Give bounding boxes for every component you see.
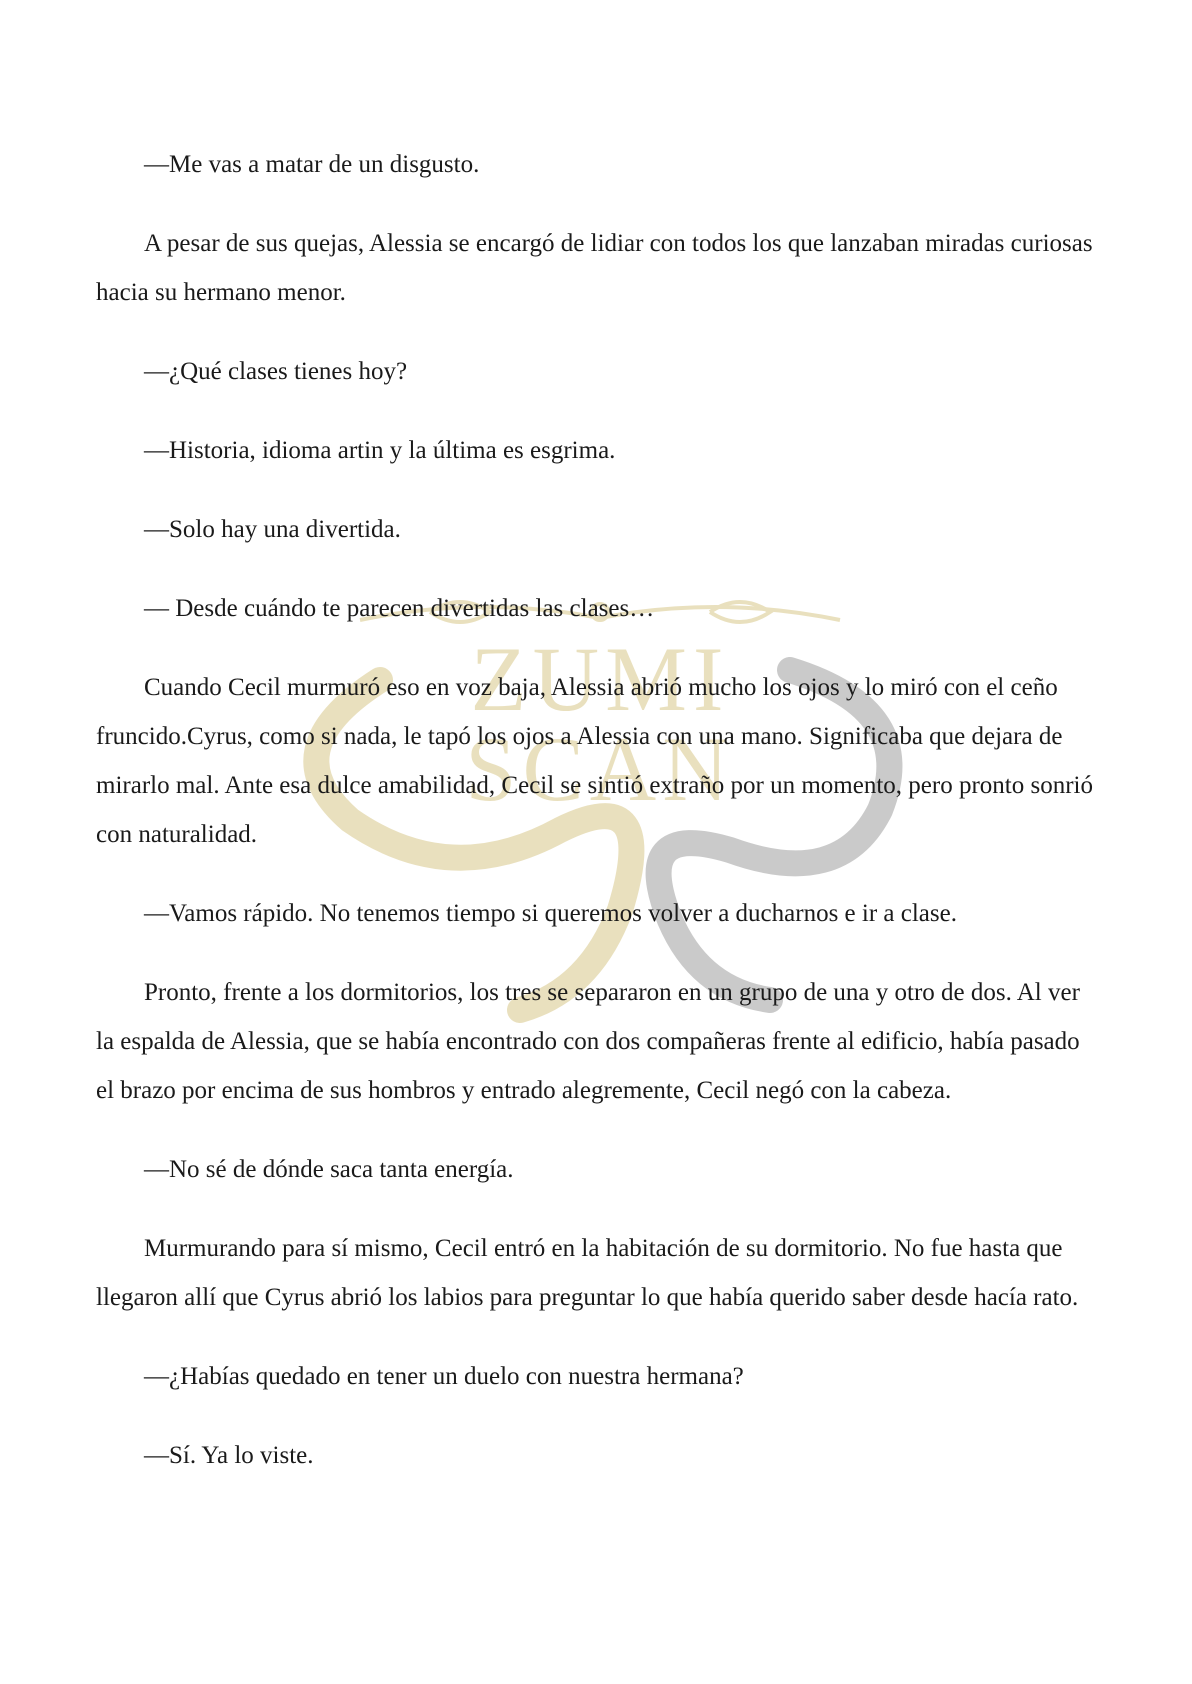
paragraph: —Sí. Ya lo viste. [144, 1442, 314, 1469]
paragraph: —Historia, idioma artin y la última es esgrima. [144, 437, 616, 464]
paragraph: —¿Habías quedado en tener un duelo con nuestra hermana? [144, 1363, 744, 1390]
paragraph: Pronto, frente a los dormitorios, los tres se separaron en un grupo de una y otro de dos. Al ver la espalda de Alessia, que se había encontrado con dos compañeras frente al edificio, había pasado el brazo por encima de sus hombros y entrado alegremente, Cecil negó con la cabeza. [96, 979, 1080, 1104]
paragraph: —Vamos rápido. No tenemos tiempo si queremos volver a ducharnos e ir a clase. [144, 900, 957, 927]
paragraph: — Desde cuándo te parecen divertidas las clases… [144, 595, 655, 622]
body-text [96, 140, 1096, 1510]
watermark-line1: ZUMI [470, 628, 730, 730]
paragraph: —Me vas a matar de un disgusto. [144, 151, 480, 178]
paragraph: —Solo hay una divertida. [144, 516, 401, 543]
paragraph: —¿Qué clases tienes hoy? [144, 358, 408, 385]
paragraph: Cuando Cecil murmuró eso en voz baja, Alessia abrió mucho los ojos y lo miró con el ceño fruncido.Cyrus, como si nada, le tapó los ojos a Alessia con una mano. Significaba que dejara de mirarlo mal. Ante esa dulce amabilidad, Cecil se sintió extraño por un momento, pero pronto sonrió con naturalidad. [96, 674, 1093, 848]
paragraph: —No sé de dónde saca tanta energía. [144, 1156, 514, 1183]
watermark-line2: SCAN [465, 718, 735, 820]
paragraph: Murmurando para sí mismo, Cecil entró en la habitación de su dormitorio. No fue hasta que llegaron allí que Cyrus abrió los labios para preguntar lo que había querido saber desde hacía rato. [96, 1235, 1079, 1311]
paragraph: A pesar de sus quejas, Alessia se encargó de lidiar con todos los que lanzaban miradas curiosas hacia su hermano menor. [96, 230, 1093, 306]
